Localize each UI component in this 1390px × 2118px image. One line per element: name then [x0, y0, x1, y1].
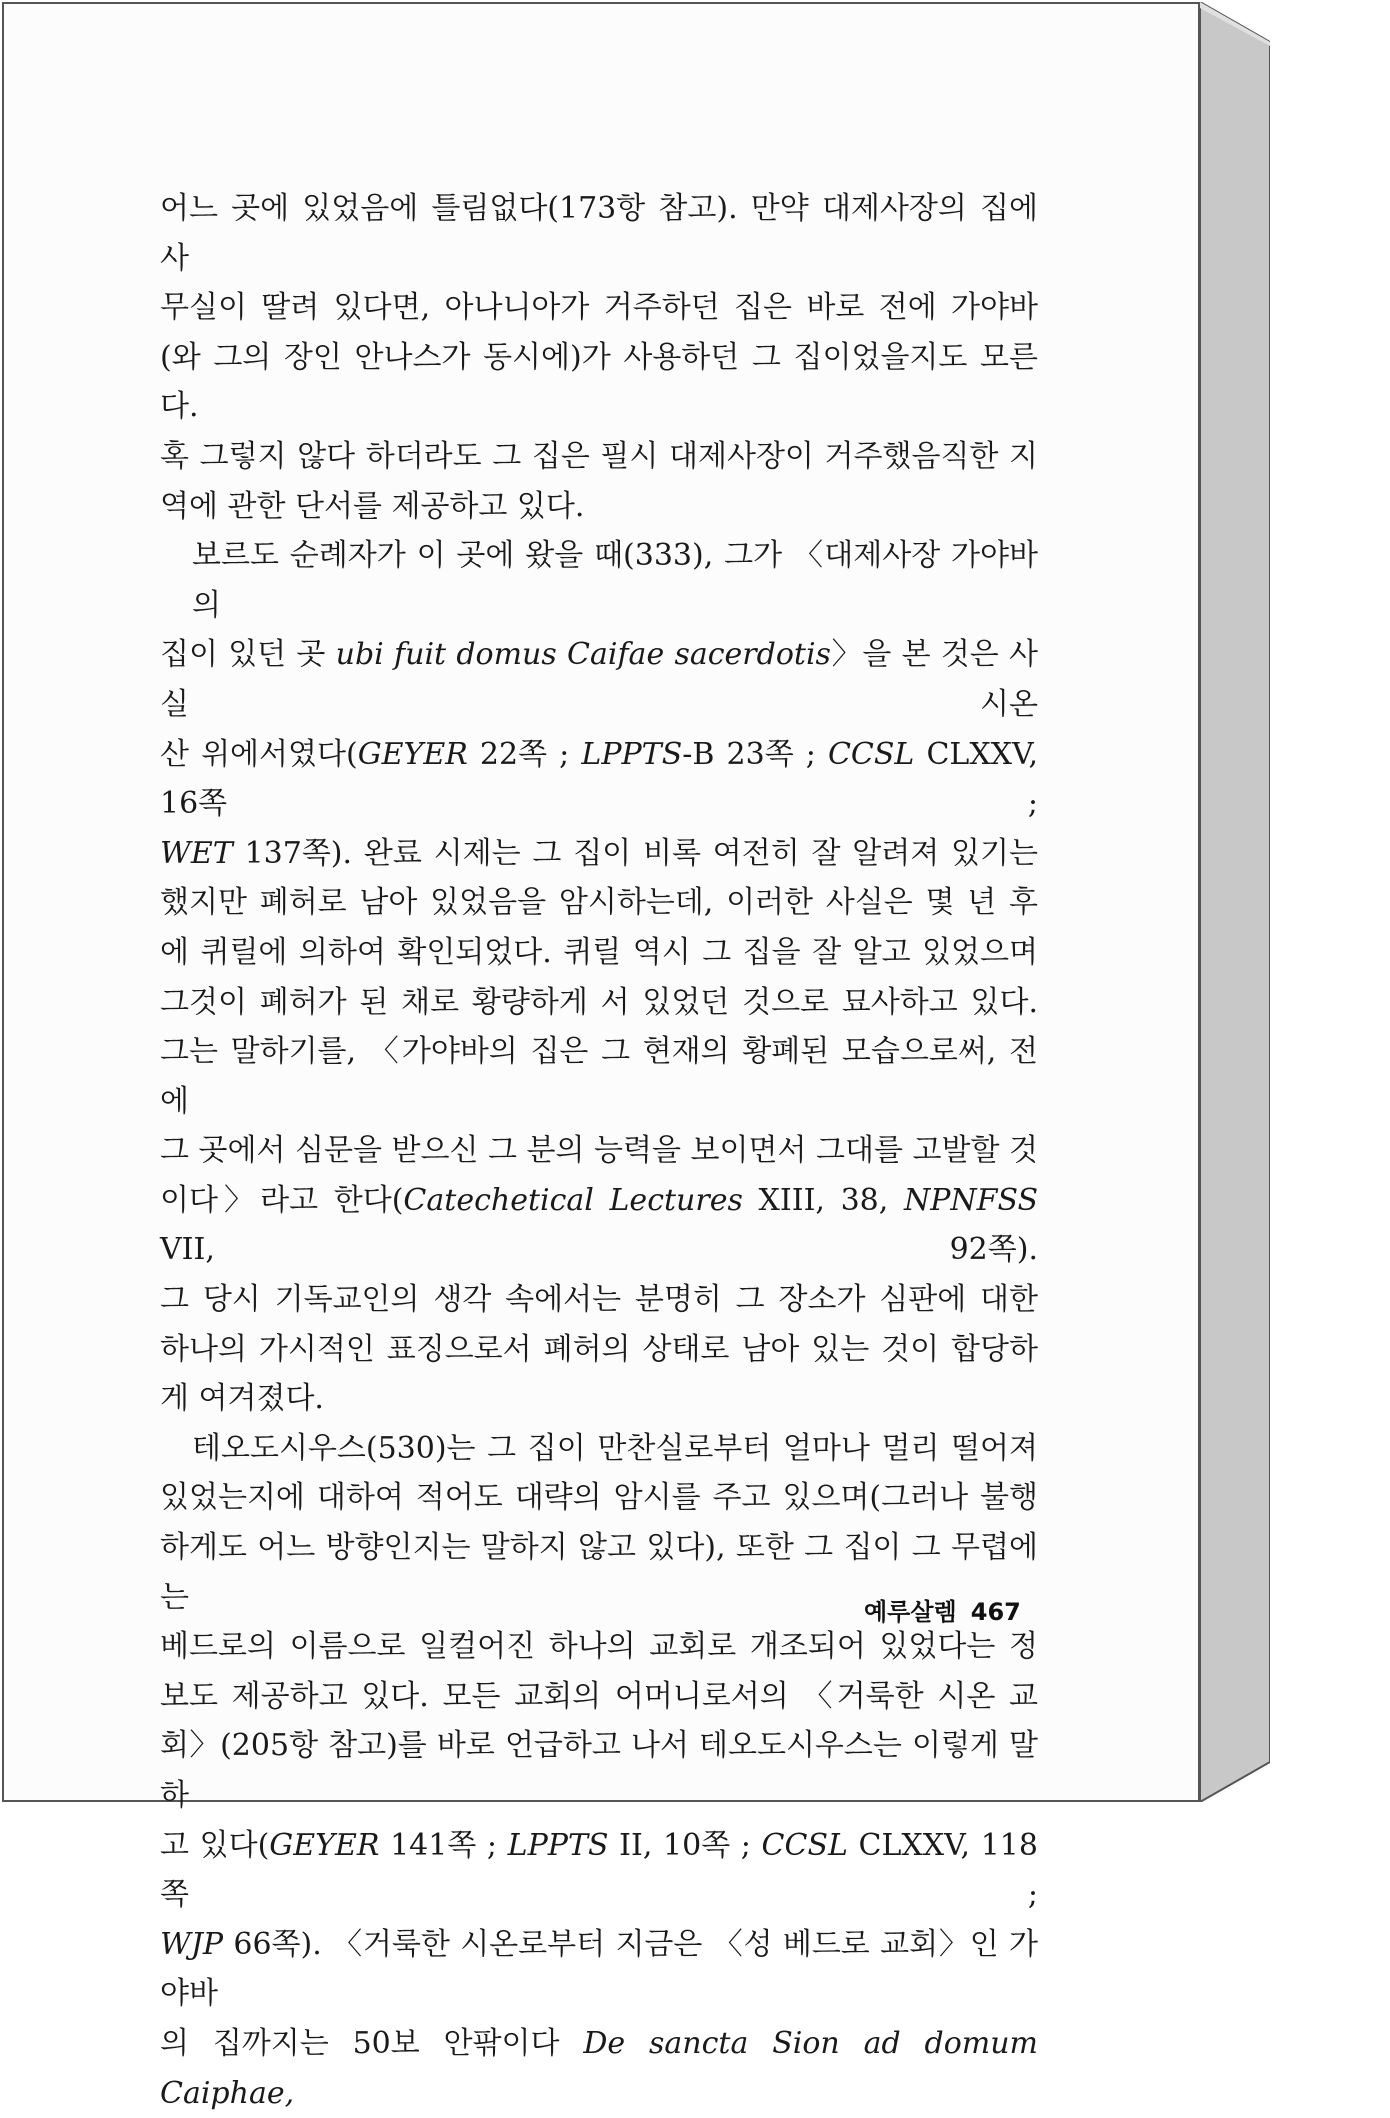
text-line: (와 그의 장인 안나스가 동시에)가 사용하던 그 집이었을지도 모른다. [160, 339, 1038, 425]
text-line: 하나의 가시적인 표징으로서 폐허의 상태로 남아 있는 것이 합당하 [160, 1331, 1038, 1367]
text-line: 있었는지에 대하여 적어도 대략의 암시를 주고 있으며(그러나 불행 [160, 1480, 1038, 1516]
running-head: 예루살렘 [864, 1598, 957, 1626]
page-footer [864, 1592, 1021, 1627]
page-number: 467 [970, 1598, 1021, 1626]
text-line: 어느 곳에 있었음에 틀림없다(173항 참고). 만약 대제사장의 집에 사 [160, 191, 1038, 276]
text-line: 했지만 폐허로 남아 있었음을 암시하는데, 이러한 사실은 몇 년 후 [160, 885, 1038, 921]
text-line: 역에 관한 단서를 제공하고 있다. [160, 488, 585, 524]
text-line: 테오도시우스(530)는 그 집이 만찬실로부터 얼마나 멀리 떨어져 [192, 1430, 1038, 1466]
text-line: 게 여겨졌다. [160, 1381, 324, 1417]
text-line: 베드로의 이름으로 일컬어진 하나의 교회로 개조되어 있었다는 정 [160, 1629, 1038, 1665]
text-line: WJP 66쪽). 〈거룩한 시온로부터 지금은 〈성 베드로 교회〉인 가야바 [160, 1926, 1038, 2012]
text-line: 고 있다(GEYER 141쪽 ; LPPTS II, 10쪽 ; CCSL CLXXV, 118쪽 ; [160, 1827, 1038, 1913]
text-line: 이다〉라고 한다(Catechetical Lectures XIII, 38, NPNFSS VII, 92쪽). [160, 1182, 1039, 1268]
text-line: 무실이 딸려 있다면, 아나니아가 거주하던 집은 바로 전에 가야바 [160, 290, 1038, 326]
page-edge-shading [1200, 2, 1270, 1802]
text-line: 회〉(205항 참고)를 바로 언급하고 나서 테오도시우스는 이렇게 말하 [160, 1728, 1038, 1813]
text-line: 그 곳에서 심문을 받으신 그 분의 능력을 보이면서 그대를 고발할 것 [160, 1133, 1038, 1169]
text-line: 하게도 어느 방향인지는 말하지 않고 있다), 또한 그 집이 그 무렵에는 [160, 1530, 1038, 1615]
text-line: 그 당시 기독교인의 생각 속에서는 분명히 그 장소가 심판에 대한 [160, 1282, 1038, 1318]
text-line: 그는 말하기를, 〈가야바의 집은 그 현재의 황폐된 모습으로써, 전에 [160, 1034, 1038, 1119]
book-page [2, 2, 1200, 2111]
text-line: WET 137쪽). 완료 시제는 그 집이 비록 여전히 잘 알려져 있기는 [160, 835, 1038, 871]
text-line: 보도 제공하고 있다. 모든 교회의 어머니로서의 〈거룩한 시온 교 [160, 1678, 1038, 1714]
text-line: 혹 그렇지 않다 하더라도 그 집은 필시 대제사장이 거주했음직한 지 [160, 438, 1038, 474]
text-line: 의 집까지는 50보 안팎이다 De sancta Sion ad domum Caiphae, [160, 2025, 1038, 2111]
book-page-edge [1200, 2, 1270, 1802]
text-line: 집이 있던 곳 ubi fuit domus Caifae sacerdotis〉을 본 것은 사실 시온 [160, 637, 1039, 722]
text-line: 보르도 순례자가 이 곳에 왔을 때(333), 그가 〈대제사장 가야바의 [192, 538, 1038, 623]
text-line: 에 퀴릴에 의하여 확인되었다. 퀴릴 역시 그 집을 잘 알고 있었으며 [160, 934, 1038, 970]
text-line: 그것이 폐허가 된 채로 황량하게 서 있었던 것으로 묘사하고 있다. [160, 984, 1038, 1020]
text-line: 산 위에서였다(GEYER 22쪽 ; LPPTS-B 23쪽 ; CCSL CLXXV, 16쪽 ; [160, 736, 1038, 822]
body-text [160, 184, 1038, 2118]
